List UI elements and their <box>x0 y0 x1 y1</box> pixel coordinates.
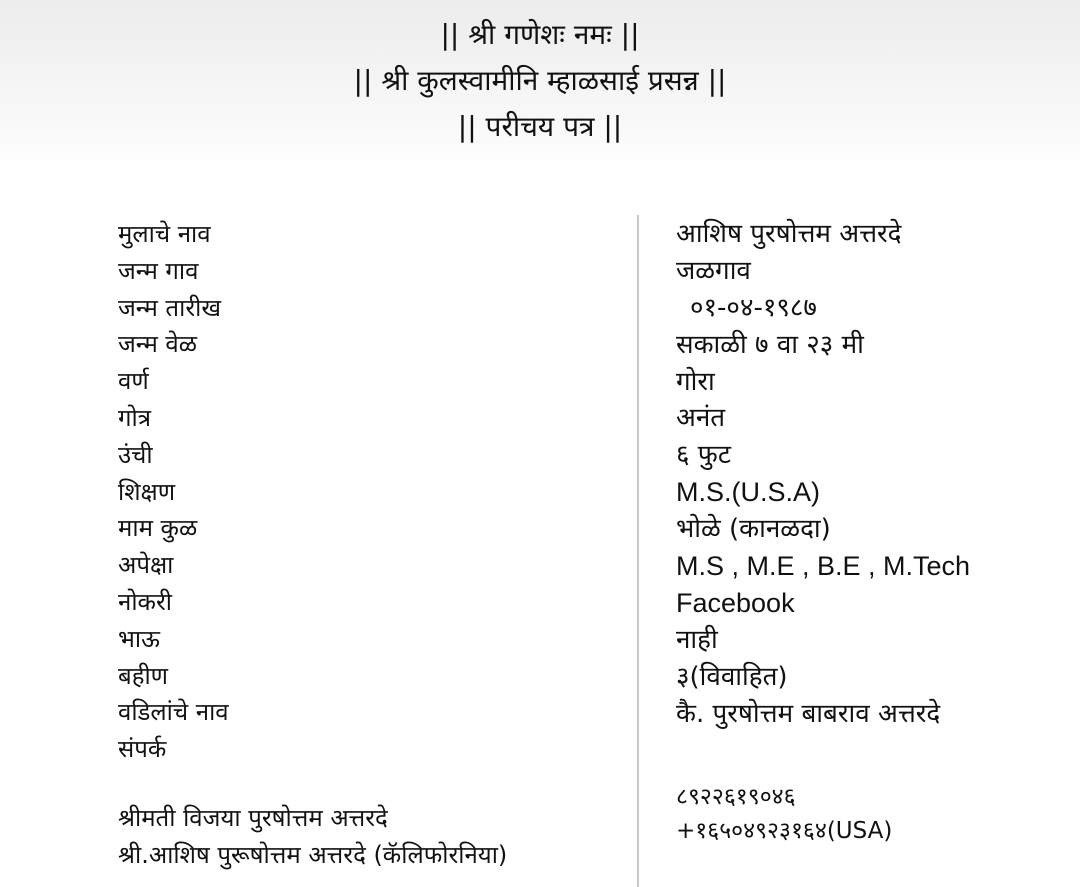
label-birth-place: जन्म गाव <box>118 256 199 285</box>
value-expectation: M.S , M.E , B.E , M.Tech <box>676 551 971 582</box>
value-brother: नाही <box>676 624 718 655</box>
column-divider <box>637 215 639 887</box>
contact-names <box>118 800 507 874</box>
contact-phone-usa: +१६५०४९२३१६४(USA) <box>676 818 893 844</box>
label-boy-name: मुलाचे नाव <box>118 220 211 248</box>
value-gotra: अनंत <box>676 403 726 434</box>
value-sister: ३(विवाहित) <box>676 661 788 692</box>
value-job: Facebook <box>676 587 795 618</box>
label-father-name: वडिलांचे नाव <box>118 698 229 727</box>
value-birth-date: ०१-०४-१९८७ <box>690 292 817 323</box>
label-birth-time: जन्म वेळ <box>118 330 198 359</box>
label-height: उंची <box>118 440 153 469</box>
contact-phone-india: ८९२२६१९०४६ <box>676 784 796 810</box>
label-expectation: अपेक्षा <box>118 551 174 580</box>
contact-phones <box>676 780 892 848</box>
value-boy-name: आशिष पुरषोत्तम अत्तरदे <box>676 219 902 249</box>
field-labels-column <box>118 216 229 768</box>
value-education: M.S.(U.S.A) <box>676 477 821 508</box>
document-title: || परीचय पत्र || <box>457 110 623 143</box>
invocation-line: || श्री गणेशः नमः || <box>440 18 640 51</box>
value-birth-time: सकाळी ७ वा २३ मी <box>676 329 864 360</box>
label-contact: संपर्क <box>118 735 167 764</box>
value-father-name: कै. पुरषोत्तम बाबराव अत्तरदे <box>676 698 941 729</box>
label-gotra: गोत्र <box>118 403 151 432</box>
contact-name-self: श्री.आशिष पुरूषोत्तम अत्तरदे (कॅलिफोरनिया) <box>118 841 508 869</box>
value-height: ६ फुट <box>676 440 731 471</box>
label-job: नोकरी <box>118 587 172 616</box>
label-brother: भाऊ <box>118 624 160 653</box>
label-sister: बहीण <box>118 661 169 690</box>
label-education: शिक्षण <box>118 477 176 506</box>
value-complexion: गोरा <box>676 366 715 397</box>
field-values-column <box>676 216 970 732</box>
label-birth-date: जन्म तारीख <box>118 293 221 322</box>
value-maternal-family: भोळे (कानळदा) <box>676 514 831 545</box>
document-header <box>0 12 1080 150</box>
deity-blessing-line: || श्री कुलस्वामीनि म्हाळसाई प्रसन्न || <box>353 64 727 97</box>
value-birth-place: जळगाव <box>676 255 751 286</box>
contact-name-mother: श्रीमती विजया पुरषोत्तम अत्तरदे <box>118 804 388 832</box>
label-complexion: वर्ण <box>118 367 149 396</box>
label-maternal-family: माम कुळ <box>118 514 198 543</box>
